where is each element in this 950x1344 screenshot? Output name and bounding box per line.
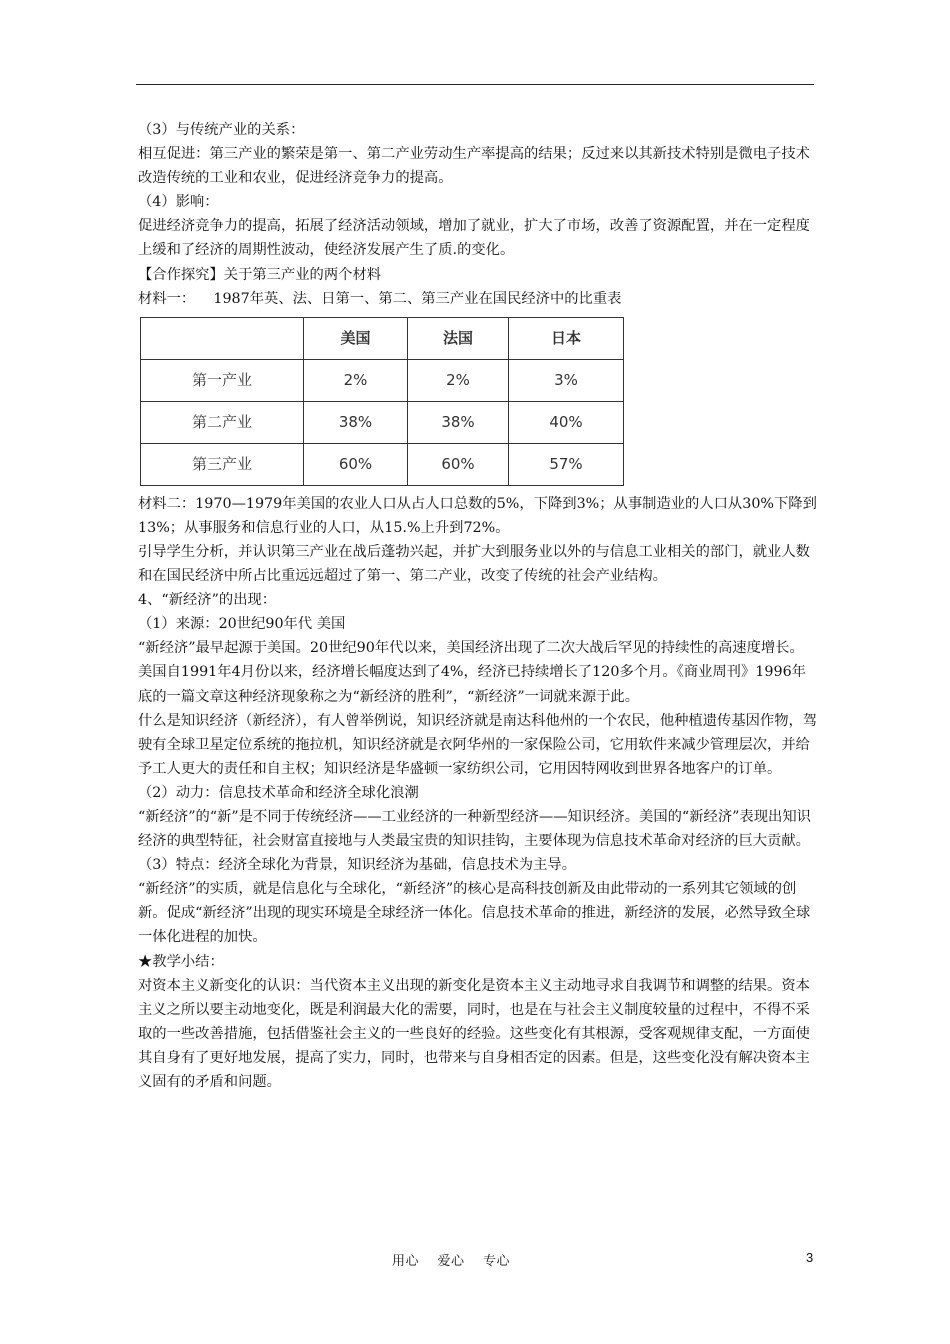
paragraph: “新经济”的实质，就是信息化与全球化，“新经济”的核心是高科技创新及由此带动的一系列其它领域的创新。促成“新经济”出现的现实环境是全球经济一体化。信息技术革命的推进，新经济的发展，必然导致全球一体化进程的加快。 (138, 881, 811, 946)
paragraph: 【合作探究】关于第三产业的两个材料 (138, 266, 382, 283)
table-row-label: 第三产业 (141, 443, 304, 485)
table-header-cell: 法国 (408, 317, 509, 359)
header-rule (136, 84, 814, 85)
footer-motto: 用心 爱心 专心 (392, 1254, 511, 1269)
table-cell: 60% (408, 443, 509, 485)
page-number: 3 (806, 1250, 814, 1265)
paragraph: （3）特点：经济全球化为背景，知识经济为基础，信息技术为主导。 (138, 857, 576, 874)
paragraph: 引导学生分析，并认识第三产业在战后蓬勃兴起，并扩大到服务业以外的与信息工业相关的部门，就业人数和在国民经济中所占比重远远超过了第一、第二产业，改变了传统的社会产业结构。 (138, 543, 810, 585)
paragraph: 对资本主义新变化的认识：当代资本主义出现的新变化是资本主义主动地寻求自我调节和调整的结果。资本主义之所以要主动地变化，既是利润最大化的需要，同时，也是在与社会主义制度较量的过程中，不得不采取的一些改善措施，包括借鉴社会主义的一些良好的经验。这些变化有其根源，受客观规律支配，一方面使其自身有了更好地发展，提高了实力，同时，也带来与自身相否定的因素。但是，这些变化没有解决资本主义固有的矛盾和问题。 (138, 977, 810, 1090)
table-header-row (141, 317, 624, 359)
table-cell: 38% (408, 401, 509, 443)
table-caption: 材料一： 1987年英、法、日第一、第二、第三产业在国民经济中的比重表 (138, 290, 622, 307)
paragraph: 促进经济竞争力的提高，拓展了经济活动领域，增加了就业，扩大了市场，改善了资源配置，并在一定程度上缓和了经济的周期性波动，使经济发展产生了质.的变化。 (138, 218, 810, 259)
table-cell: 60% (304, 443, 408, 485)
paragraph: （1）来源：20世纪90年代 美国 (138, 616, 346, 633)
table-row (141, 359, 624, 401)
table-cell: 2% (304, 359, 408, 401)
table-cell: 3% (509, 359, 624, 401)
table-row-label: 第一产业 (141, 359, 304, 401)
paragraph: （4）影响： (138, 194, 219, 211)
table-header-cell: 美国 (304, 317, 408, 359)
table-cell: 40% (509, 401, 624, 443)
table-header-cell (141, 317, 304, 359)
paragraph: 相互促进：第三产业的繁荣是第一、第二产业劳动生产率提高的结果；反过来以其新技术特别是微电子技术改造传统的工业和农业，促进经济竞争力的提高。 (138, 146, 810, 187)
page-body (138, 118, 818, 1094)
paragraph: （2）动力：信息技术革命和经济全球化浪潮 (138, 784, 419, 801)
paragraph: 什么是知识经济（新经济），有人曾举例说，知识经济就是南达科他州的一个农民，他种植遗传基因作物，驾驶有全球卫星定位系统的拖拉机，知识经济就是衣阿华州的一家保险公司，它用软件来减少管理层次，并给予工人更大的责任和自主权；知识经济是华盛顿一家纺织公司，它用因特网收到世界各地客户的订单。 (138, 712, 818, 777)
paragraph: “新经济”最早起源于美国。20世纪90年代以来，美国经济出现了二次大战后罕见的持续性的高速度增长。美国自1991年4月份以来，经济增长幅度达到了4%，经济已持续增长了120多个月。《商业周刊》1996年底的一篇文章这种经济现象称之为“新经济的胜利”，“新经济”一词就来源于此。 (138, 640, 806, 705)
table-cell: 38% (304, 401, 408, 443)
table-row (141, 401, 624, 443)
table-row (141, 443, 624, 485)
paragraph: （3）与传统产业的关系： (138, 122, 305, 138)
table-cell: 57% (509, 443, 624, 485)
section-heading: ★教学小结： (138, 953, 224, 970)
table-row-label: 第二产业 (141, 401, 304, 443)
section-heading: 4、“新经济”的出现： (138, 592, 277, 609)
table-header-cell: 日本 (509, 317, 624, 359)
paragraph: “新经济”的“新”是不同于传统经济——工业经济的一种新型经济——知识经济。美国的“新经济”表现出知识经济的典型特征，社会财富直接地与人类最宝贵的知识挂钩，主要体现为信息技术革命对经济的巨大贡献。 (138, 808, 811, 850)
table-cell: 2% (408, 359, 509, 401)
industry-share-table (140, 317, 624, 486)
paragraph: 材料二：1970—1979年美国的农业人口从占人口总数的5%，下降到3%；从事制造业的人口从30%下降到13%；从事服务和信息行业的人口，从15.%上升到72%。 (138, 495, 817, 536)
